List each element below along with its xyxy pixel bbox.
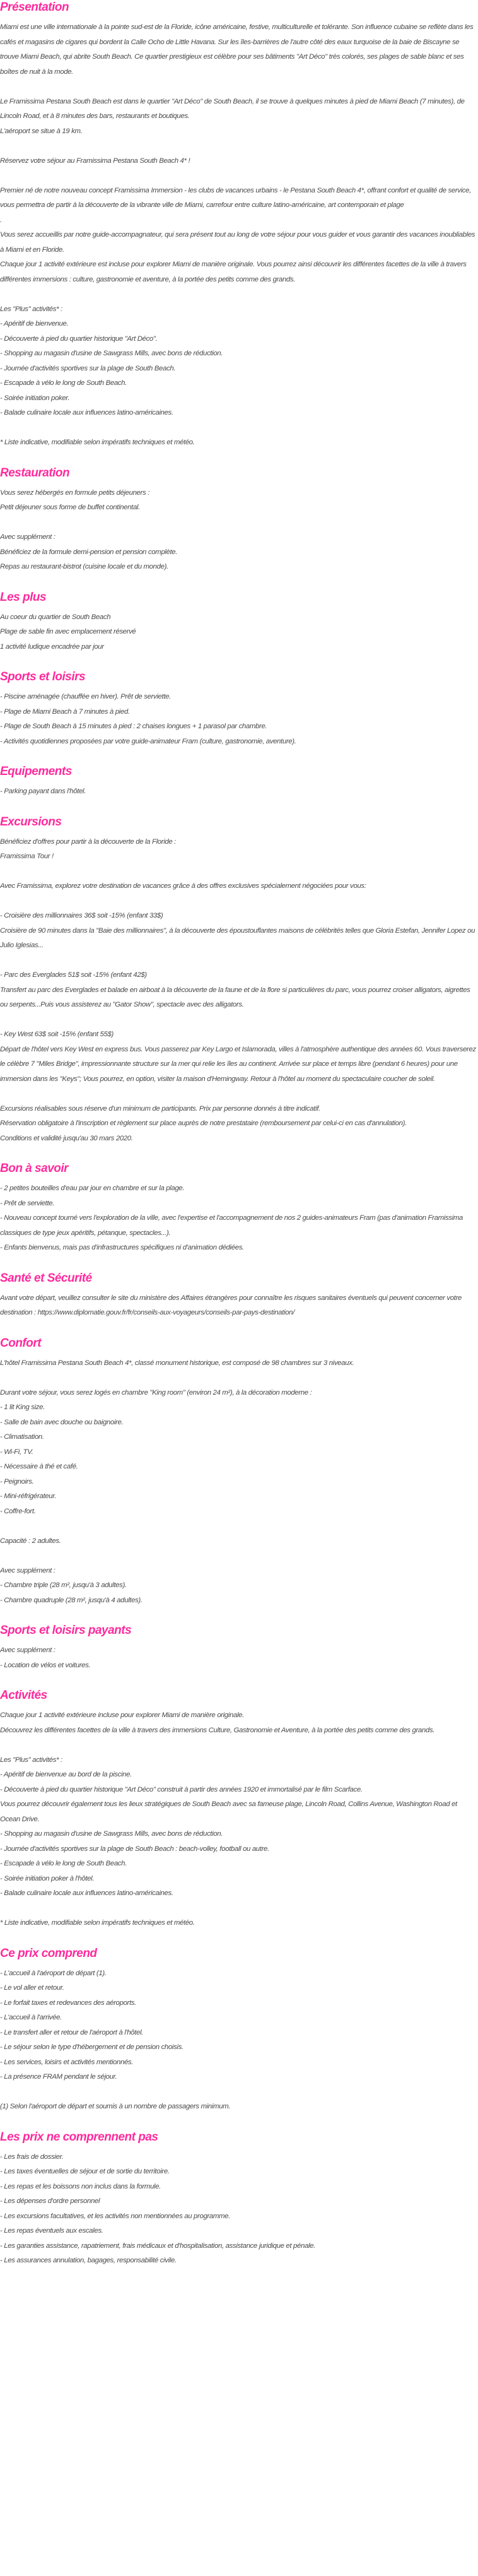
section-title: Confort xyxy=(0,1336,42,1350)
paragraph xyxy=(0,1708,478,1738)
list-item: - Escapade à vélo le long de South Beach. xyxy=(0,379,127,387)
paragraph xyxy=(0,486,478,516)
paragraph xyxy=(0,302,478,421)
list-item: - Shopping au magasin d'usine de Sawgrass Mills, avec bons de réduction. xyxy=(0,350,223,357)
section-title: Les prix ne comprennent pas xyxy=(0,2130,158,2144)
text-line: Bénéficiez d'offres pour partir à la découverte de la Floride : xyxy=(0,837,176,846)
list-item: - Découverte à pied du quartier historique "Art Déco". xyxy=(0,334,158,343)
paragraph-spacer xyxy=(0,1549,478,1564)
paragraph xyxy=(0,879,478,894)
paragraph xyxy=(0,968,478,1013)
list-item: - Le vol aller et retour. xyxy=(0,1984,64,1992)
list-item: - La présence FRAM pendant le séjour. xyxy=(0,2073,117,2081)
list-item: - Nécessaire à thé et café. xyxy=(0,1463,78,1470)
paragraph-spacer xyxy=(0,894,478,909)
paragraph-spacer xyxy=(0,287,478,302)
list-item: - Activités quotidiennes proposées par votre guide-animateur Fram (culture, gastronomie, aventure). xyxy=(0,737,296,745)
list-item: - Les excursions facultatives, et les activités non mentionnées au programme. xyxy=(0,2212,230,2220)
paragraph xyxy=(0,2150,478,2269)
text-line: Durant votre séjour, vous serez logés en chambre "King room" (environ 24 m²), à la décoration moderne : xyxy=(0,1388,312,1397)
section-bon-a-savoir xyxy=(0,1161,478,1256)
text-line: * Liste indicative, modifiable selon impératifs techniques et météo. xyxy=(0,1919,195,1927)
list-item: - Les repas et les boissons non inclus dans la formule. xyxy=(0,2182,161,2190)
text-line: (1) Selon l'aéroport de départ et soumis à un nombre de passagers minimum. xyxy=(0,2103,231,2110)
text-line: Croisière de 90 minutes dans la "Baie des millionnaires", à la découverte des époustouflantes maisons de célébrités telles que Gloria Estefan, Jennifer Lopez ou Julio Iglesias... xyxy=(0,926,475,949)
paragraph xyxy=(0,1027,478,1087)
section-les-plus xyxy=(0,590,478,655)
paragraph-spacer xyxy=(0,80,478,95)
list-item: - Mini-réfrigérateur. xyxy=(0,1492,57,1500)
list-item: - Peignoirs. xyxy=(0,1477,34,1486)
section-title: Equipements xyxy=(0,765,72,778)
paragraph xyxy=(0,1643,478,1673)
section-title: Bon à savoir xyxy=(0,1162,69,1175)
text-line: Avec supplément : xyxy=(0,533,55,541)
paragraph xyxy=(0,909,478,954)
text-line: Les "Plus" activités* : xyxy=(0,305,62,313)
text-line: * Liste indicative, modifiable selon impératifs techniques et météo. xyxy=(0,439,195,446)
text-line: Avec supplément : xyxy=(0,1646,55,1654)
list-item: - Croisière des millionnaires 36$ soit -15% (enfant 33$) xyxy=(0,912,163,919)
text-line: Le Framissima Pestana South Beach est dans le quartier "Art Déco" de South Beach, il se trouve à quelques minutes à pied de Miami Beach (7 minutes), de Lincoln Road, et à 8 minutes des bars, restaurants et boutiques. xyxy=(0,97,465,120)
list-item: - Prêt de serviette. xyxy=(0,1199,55,1207)
paragraph-spacer xyxy=(0,421,478,436)
paragraph xyxy=(0,2100,478,2115)
list-item: - Escapade à vélo le long de South Beach. xyxy=(0,1860,127,1867)
section-sante-et-securite xyxy=(0,1271,478,1321)
list-item: - Key West 63$ soit -15% (enfant 55$) xyxy=(0,1031,114,1038)
text-line: Excursions réalisables sous réserve d'un minimum de participants. Prix par personne donnés à titre indicatif. xyxy=(0,1104,320,1113)
paragraph-spacer xyxy=(0,1087,478,1102)
list-item: - Apéritif de bienvenue. xyxy=(0,320,69,328)
section-confort xyxy=(0,1336,478,1609)
text-line: Conditions et validité jusqu'au 30 mars 2020. xyxy=(0,1134,133,1142)
list-item: - Plage de Miami Beach à 7 minutes à pied. xyxy=(0,707,130,716)
text-line: Vous serez hébergés en formule petits déjeuners : xyxy=(0,488,149,497)
list-item: - Parking payant dans l'hôtel. xyxy=(0,788,86,795)
paragraph xyxy=(0,1386,478,1520)
list-item: - Les repas éventuels aux escales. xyxy=(0,2227,103,2235)
paragraph xyxy=(0,1753,478,1901)
list-item: - Le séjour selon le type d'hébergement et de pension choisis. xyxy=(0,2043,184,2051)
section-title: Ce prix comprend xyxy=(0,1946,97,1960)
list-item: - Soirée initiation poker. xyxy=(0,394,70,402)
text-line: Vous serez accueillis par notre guide-accompagnateur, qui sera présent tout au long de votre séjour pour vous guider et vous garantir des vacances inoubliables à Miami et en Floride. xyxy=(0,231,475,254)
paragraph xyxy=(0,1291,478,1321)
paragraph xyxy=(0,20,478,80)
list-item: - Wi-Fi, TV. xyxy=(0,1448,33,1456)
list-item: - Les dépenses d'ordre personnel xyxy=(0,2197,100,2205)
paragraph-spacer xyxy=(0,139,478,154)
section-activites xyxy=(0,1688,478,1931)
list-item: - L'accueil à l'aéroport de départ (1). xyxy=(0,1969,107,1977)
text-line: L'aéroport se situe à 19 km. xyxy=(0,127,83,135)
paragraph xyxy=(0,435,478,451)
list-item: - 1 lit King size. xyxy=(0,1403,45,1411)
text-line: Premier né de notre nouveau concept Framissima Immersion - les clubs de vacances urbains - le Pestana South Beach 4*, offrant confort et qualité de service, vous permettra de partir à la découverte de la vibrante ville de Miami, carrefour entre culture latino-américaine, art contemporain et plage xyxy=(0,186,471,209)
list-item: - Apéritif de bienvenue au bord de la piscine. xyxy=(0,1771,132,1778)
text-line: Réservez votre séjour au Framissima Pestana South Beach 4* ! xyxy=(0,157,190,165)
list-item: - Plage de South Beach à 15 minutes à pied : 2 chaises longues + 1 parasol par chambre. xyxy=(0,723,267,730)
paragraph-spacer xyxy=(0,1371,478,1386)
text-line: Avec Framissima, explorez votre destination de vacances grâce à des offres exclusives spécialement négociées pour vous: xyxy=(0,882,366,890)
text-line: Départ de l'hôtel vers Key West en express bus. Vous passerez par Key Largo et Islamorada, villes à l'atmosphère authentique des années 60. Vous traverserez le célèbre 7 "Miles Bridge", impressionnante structure sur la mer qui relie les îles au continent. Arrivée sur place et temps libre (pendant 6 heures) pour une immersion dans les "Keys"; Vous pourrez, en option, visiter la maison d'Hemingway. Retour à l'hôtel au moment du spectaculaire coucher de soleil. xyxy=(0,1045,476,1083)
list-item: - Les services, loisirs et activités mentionnés. xyxy=(0,2058,134,2066)
list-item: - Découverte à pied du quartier historique "Art Déco" construit à partir des années 1920 et immortalisé par le film Scarface. xyxy=(0,1785,363,1793)
text-line: Avec supplément : xyxy=(0,1566,55,1575)
section-les-prix-ne-comprennent-pas xyxy=(0,2130,478,2269)
text-line: Réservation obligatoire à l'inscription et règlement sur place auprès de notre prestataire (remboursement par celui-ci en cas d'annulation). xyxy=(0,1120,407,1127)
paragraph xyxy=(0,1534,478,1549)
section-ce-prix-comprend xyxy=(0,1946,478,2115)
text-line: Transfert au parc des Everglades et balade en airboat à la découverte de la faune et de la flore si particulières du parc, vous pourrez croiser alligators, aigrettes ou serpents...Puis vous assisterez au "Gator Show", spectacle avec des alligators. xyxy=(0,986,470,1008)
paragraph-spacer xyxy=(0,1901,478,1917)
list-item: - Chambre triple (28 m², jusqu'à 3 adultes). xyxy=(0,1581,127,1589)
list-item: - Climatisation. xyxy=(0,1433,44,1441)
list-item: - L'accueil à l'arrivée. xyxy=(0,2014,62,2021)
paragraph xyxy=(0,610,478,655)
text-line: Framissima Tour ! xyxy=(0,853,54,860)
paragraph xyxy=(0,1181,478,1256)
list-item: - Le transfert aller et retour de l'aéroport à l'hôtel. xyxy=(0,2028,143,2036)
list-item: - Parc des Everglades 51$ soit -15% (enfant 42$) xyxy=(0,971,147,979)
paragraph xyxy=(0,95,478,139)
text-line: Petit déjeuner sous forme de buffet continental. xyxy=(0,504,140,511)
section-title: Activités xyxy=(0,1689,47,1702)
section-sports-et-loisirs-payants xyxy=(0,1623,478,1673)
paragraph xyxy=(0,1916,478,1931)
list-item: - Les taxes éventuelles de séjour et de sortie du territoire. xyxy=(0,2168,170,2175)
paragraph xyxy=(0,154,478,169)
text-line: Capacité : 2 adultes. xyxy=(0,1537,61,1545)
paragraph-spacer xyxy=(0,1738,478,1753)
section-title: Santé et Sécurité xyxy=(0,1271,92,1285)
text-line: Chaque jour 1 activité extérieure est incluse pour explorer Miami de manière originale. Vous pourrez ainsi découvrir les différentes facettes de la ville à travers différentes immersions : culture, gastronomie et aventure, à la portée des petits comme des grands. xyxy=(0,261,467,283)
section-equipements xyxy=(0,764,478,800)
paragraph xyxy=(0,1356,478,1371)
list-item: - Le forfait taxes et redevances des aéroports. xyxy=(0,1999,136,2007)
list-item: - Journée d'activités sportives sur la plage de South Beach. xyxy=(0,364,176,372)
paragraph-spacer xyxy=(0,516,478,531)
list-item: - Soirée initiation poker à l'hôtel. xyxy=(0,1874,95,1882)
paragraph xyxy=(0,1966,478,2085)
list-item: - Journée d'activités sportives sur la plage de South Beach : beach-volley, football ou autre. xyxy=(0,1845,269,1853)
paragraph xyxy=(0,530,478,575)
list-item: - Les frais de dossier. xyxy=(0,2153,64,2161)
list-item: - Balade culinaire locale aux influences latino-américaines. xyxy=(0,409,173,417)
list-item: - Salle de bain avec douche ou baignoire. xyxy=(0,1418,124,1426)
paragraph xyxy=(0,690,478,749)
list-item: - Balade culinaire locale aux influences latino-américaines. xyxy=(0,1889,173,1897)
paragraph xyxy=(0,184,478,288)
paragraph-spacer xyxy=(0,954,478,969)
section-title: Sports et loisirs xyxy=(0,670,86,683)
section-title: Sports et loisirs payants xyxy=(0,1624,132,1637)
text-line: Au coeur du quartier de South Beach xyxy=(0,613,111,621)
text-line: Vous pourrez découvrir également tous les lieux stratégiques de South Beach avec sa fameuse plage, Lincoln Road, Collins Avenue, Washington Road et Ocean Drive. xyxy=(0,1800,457,1823)
text-line: Repas au restaurant-bistrot (cuisine locale et du monde). xyxy=(0,563,168,570)
paragraph-spacer xyxy=(0,865,478,880)
list-item: - Nouveau concept tourné vers l'exploration de la ville, avec l'expertise et l'accompagnement de nos 2 guides-animateurs Fram (pas d'animation Framissima classiques de type jeux apéritifs, pétanque, spectacles...). xyxy=(0,1214,463,1237)
list-item: - Les assurances annulation, bagages, responsabilité civile. xyxy=(0,2257,177,2264)
paragraph xyxy=(0,1102,478,1147)
list-item: - Les garanties assistance, rapatriement, frais médicaux et d'hospitalisation, assistance juridique et pénale. xyxy=(0,2242,315,2250)
list-item: - Location de vélos et voitures. xyxy=(0,1661,91,1669)
text-line: Bénéficiez de la formule demi-pension et pension complète. xyxy=(0,548,178,556)
list-item: - Coffre-fort. xyxy=(0,1507,36,1515)
text-line: Avant votre départ, veuillez consulter le site du ministère des Affaires étrangères pour connaître les risques sanitaires éventuels qui peuvent concerner votre destination : https://www.diplomatie.gouv.fr/fr/conseils-aux-voyageurs/conseils-par-pays-destination/ xyxy=(0,1294,462,1316)
paragraph-spacer xyxy=(0,1519,478,1534)
list-item: - Piscine aménagée (chauffée en hiver). Prêt de serviette. xyxy=(0,693,171,700)
text-line: 1 activité ludique encadrée par jour xyxy=(0,642,104,651)
section-title: Les plus xyxy=(0,590,47,604)
text-line: Découvrez les différentes facettes de la ville à travers des immersions Culture, Gastronomie et Aventure, à la portée des petits comme des grands. xyxy=(0,1726,435,1734)
section-sports-et-loisirs xyxy=(0,670,478,749)
list-item: - Enfants bienvenus, mais pas d'infrastructures spécifiques ni d'animation dédiées. xyxy=(0,1244,244,1251)
section-presentation xyxy=(0,0,478,451)
text-line: Chaque jour 1 activité extérieure incluse pour explorer Miami de manière originale. xyxy=(0,1711,244,1719)
section-title: Restauration xyxy=(0,466,70,480)
list-item: - Shopping au magasin d'usine de Sawgrass Mills, avec bons de réduction. xyxy=(0,1830,223,1838)
section-excursions xyxy=(0,815,478,1147)
section-restauration xyxy=(0,466,478,575)
section-title: Présentation xyxy=(0,1,69,14)
text-line: Miami est une ville internationale à la pointe sud-est de la Floride, icône américaine, festive, multiculturelle et tolérante. Son influence cubaine se reflète dans les cafés et magasins de cigares qui bordent la Calle Ocho de Little Havana. Sur les îles-barrières de l'autre côté des eaux turquoise de la baie de Biscayne se trouve Miami Beach, qui abrite South Beach. Ce quartier prestigieux est célèbre pour ses bâtiments "Art Déco" très colorés, ses plages de sable blanc et ses boîtes de nuit à la mode. xyxy=(0,23,474,76)
text-line: L'hôtel Framissima Pestana South Beach 4*, classé monument historique, est composé de 98 chambres sur 3 niveaux. xyxy=(0,1359,354,1367)
paragraph-spacer xyxy=(0,1013,478,1028)
text-line: . xyxy=(0,216,2,224)
text-line: Les "Plus" activités* : xyxy=(0,1756,62,1764)
paragraph-spacer xyxy=(0,2085,478,2100)
paragraph-spacer xyxy=(0,168,478,184)
text-line: Plage de sable fin avec emplacement réservé xyxy=(0,628,136,635)
paragraph xyxy=(0,784,478,800)
paragraph xyxy=(0,1564,478,1609)
paragraph xyxy=(0,835,478,865)
section-title: Excursions xyxy=(0,815,62,829)
list-item: - Chambre quadruple (28 m², jusqu'à 4 adultes). xyxy=(0,1596,143,1604)
list-item: - 2 petites bouteilles d'eau par jour en chambre et sur la plage. xyxy=(0,1185,185,1192)
